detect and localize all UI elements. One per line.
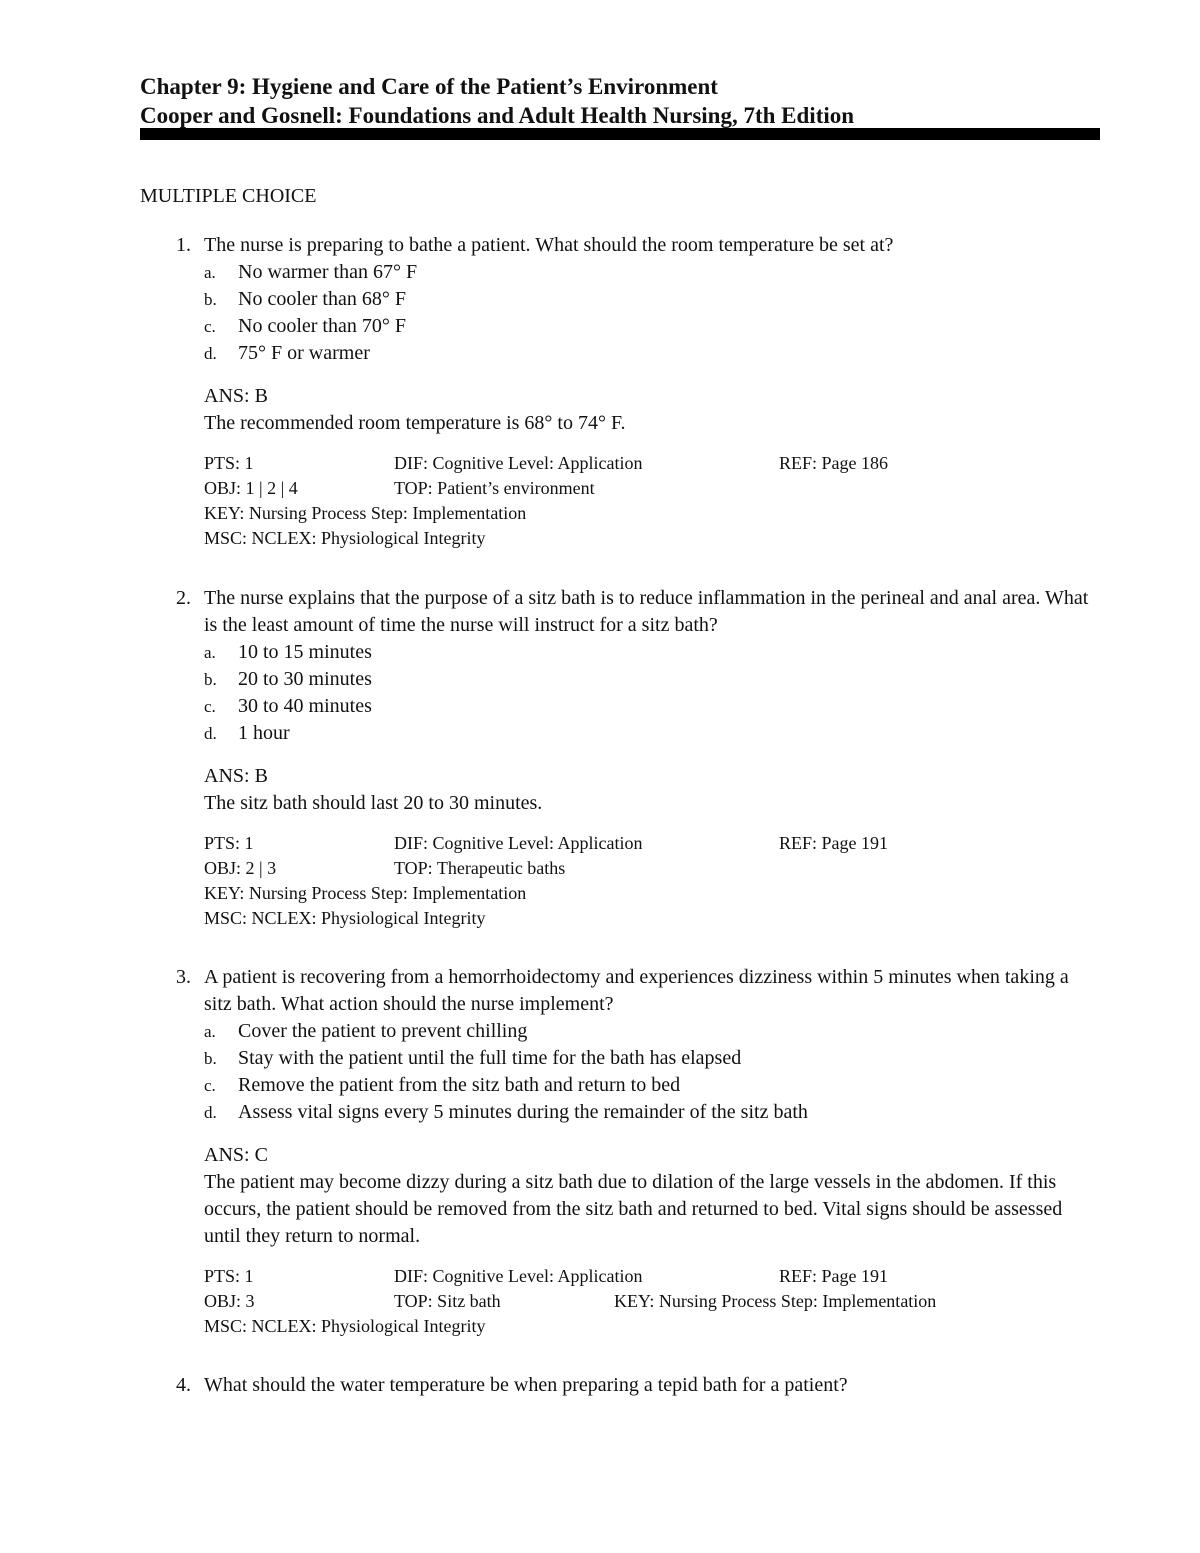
meta-msc: MSC: NCLEX: Physiological Integrity <box>204 1316 486 1336</box>
book-title: Cooper and Gosnell: Foundations and Adult Health Nursing, 7th Edition <box>140 103 855 128</box>
choice-d: d. 1 hour <box>204 722 290 744</box>
choice-list <box>204 639 1100 747</box>
meta-pts: PTS: 1 <box>204 833 254 853</box>
meta-obj: OBJ: 3 <box>204 1291 255 1311</box>
choice-b: b. Stay with the patient until the full time for the bath has elapsed <box>204 1047 742 1069</box>
answer-key: ANS: B <box>204 765 268 787</box>
choice-a: a. Cover the patient to prevent chilling <box>204 1020 528 1042</box>
question-text: The nurse is preparing to bathe a patient. What should the room temperature be set at? <box>204 234 894 256</box>
meta-pts: PTS: 1 <box>204 1266 254 1286</box>
question-number: 2. <box>176 587 191 609</box>
meta-key: KEY: Nursing Process Step: Implementation <box>204 503 527 523</box>
header-rule <box>140 128 1100 140</box>
section-title: MULTIPLE CHOICE <box>140 185 317 207</box>
choice-b: b. 20 to 30 minutes <box>204 668 372 690</box>
answer-block <box>204 747 1100 817</box>
meta-top: TOP: Therapeutic baths <box>394 858 566 878</box>
rationale: The patient may become dizzy during a sitz bath due to dilation of the large vessels in the abdomen. If this occurs, the patient should be removed from the sitz bath and returned to bed. Vital signs should be assessed until they return to normal. <box>204 1171 1063 1247</box>
meta-dif: DIF: Cognitive Level: Application <box>394 453 643 473</box>
question-text: What should the water temperature be when preparing a tepid bath for a patient? <box>204 1374 848 1396</box>
question-3 <box>140 964 1100 1339</box>
rationale: The sitz bath should last 20 to 30 minutes. <box>204 792 543 814</box>
chapter-title: Chapter 9: Hygiene and Care of the Patient’s Environment <box>140 74 718 99</box>
answer-key: ANS: C <box>204 1144 268 1166</box>
question-meta <box>204 1264 1100 1339</box>
choice-a: a. No warmer than 67° F <box>204 261 418 283</box>
meta-top: TOP: Patient’s environment <box>394 478 595 498</box>
choice-a: a. 10 to 15 minutes <box>204 641 372 663</box>
meta-dif: DIF: Cognitive Level: Application <box>394 833 643 853</box>
document-header <box>140 72 1100 130</box>
question-1 <box>140 232 1100 551</box>
rationale: The recommended room temperature is 68° to 74° F. <box>204 412 626 434</box>
meta-top: TOP: Sitz bath <box>394 1291 501 1311</box>
question-meta <box>204 831 1100 931</box>
meta-pts: PTS: 1 <box>204 453 254 473</box>
answer-block <box>204 367 1100 437</box>
choice-c: c. No cooler than 70° F <box>204 315 406 337</box>
choice-d: d. Assess vital signs every 5 minutes during the remainder of the sitz bath <box>204 1101 808 1123</box>
answer-block <box>204 1126 1100 1250</box>
choice-b: b. No cooler than 68° F <box>204 288 406 310</box>
answer-key: ANS: B <box>204 385 268 407</box>
choice-list <box>204 1018 1100 1126</box>
meta-ref: REF: Page 191 <box>779 1266 889 1286</box>
question-4 <box>140 1372 1100 1399</box>
choice-c: c. 30 to 40 minutes <box>204 695 372 717</box>
meta-msc: MSC: NCLEX: Physiological Integrity <box>204 528 486 548</box>
question-2 <box>140 585 1100 931</box>
meta-dif: DIF: Cognitive Level: Application <box>394 1266 643 1286</box>
choice-c: c. Remove the patient from the sitz bath and return to bed <box>204 1074 681 1096</box>
meta-obj: OBJ: 1 | 2 | 4 <box>204 478 298 498</box>
question-number: 3. <box>176 966 191 988</box>
question-text: A patient is recovering from a hemorrhoidectomy and experiences dizziness within 5 minutes when taking a sitz bath. What action should the nurse implement? <box>204 966 1069 1015</box>
meta-obj: OBJ: 2 | 3 <box>204 858 277 878</box>
question-number: 1. <box>176 234 191 256</box>
choice-list <box>204 259 1100 367</box>
meta-ref: REF: Page 191 <box>779 833 889 853</box>
meta-key: KEY: Nursing Process Step: Implementation <box>614 1291 937 1311</box>
meta-ref: REF: Page 186 <box>779 453 889 473</box>
question-number: 4. <box>176 1374 191 1396</box>
question-text: The nurse explains that the purpose of a sitz bath is to reduce inflammation in the perineal and anal area. What is the least amount of time the nurse will instruct for a sitz bath? <box>204 587 1089 636</box>
meta-msc: MSC: NCLEX: Physiological Integrity <box>204 908 486 928</box>
question-meta <box>204 451 1100 551</box>
choice-d: d. 75° F or warmer <box>204 342 370 364</box>
meta-key: KEY: Nursing Process Step: Implementation <box>204 883 527 903</box>
